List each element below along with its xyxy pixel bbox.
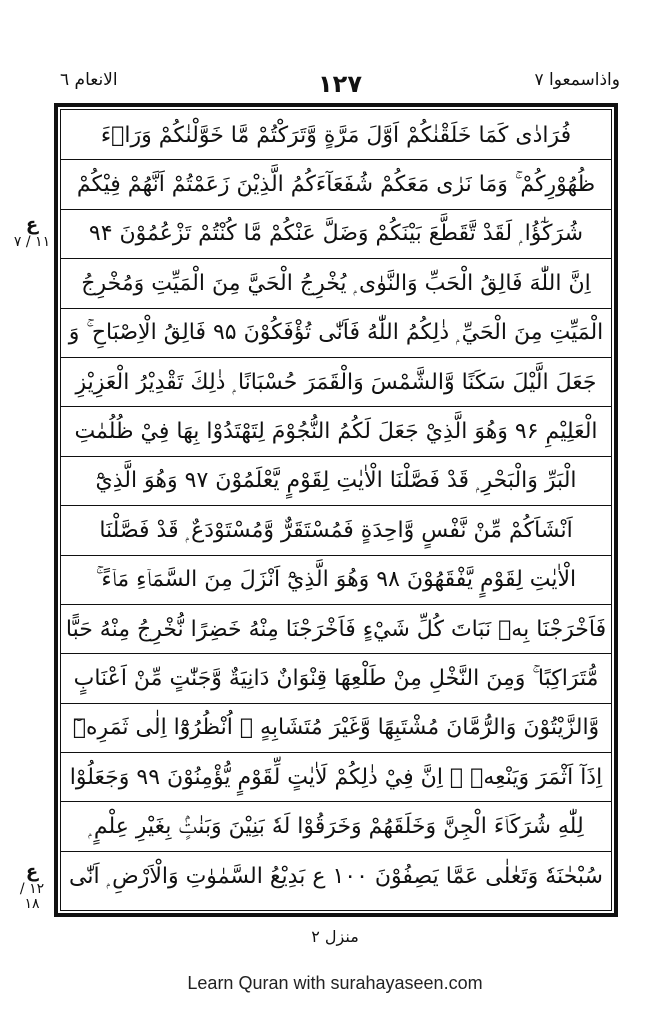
text-line-12: مُّتَرَاكِبًا ۚ وَمِنَ النَّخْلِ مِنْ طَلْعِهَا قِنْوَانٌ دَانِيَةٌ وَّجَنّٰتٍ مِّنْ اَعْنَابٍ <box>60 654 612 703</box>
text-line-8: الْبَرِّ وَالْبَحْرِ ۭ قَدْ فَصَّلْنَا الْاٰيٰتِ لِقَوْمٍ يَّعْلَمُوْنَ ۹۷ وَهُوَ الَّذِيْٓ <box>60 457 612 506</box>
text-line-13: وَّالزَّيْتُوْنَ وَالرُّمَّانَ مُشْتَبِهًا وَّغَيْرَ مُتَشَابِهٍ ۭ اُنْظُرُوْٓا اِلٰى ثَمَرِهٖٓ <box>60 704 612 753</box>
ruku-marker-1-symbol: ع <box>25 214 39 235</box>
text-line-2: ظُهُوْرِكُمْ ۚ وَمَا نَرٰى مَعَكُمْ شُفَعَآءَكُمُ الَّذِيْنَ زَعَمْتُمْ اَنَّهُمْ فِيْكُمْ <box>60 160 612 209</box>
para-name: واذاسمعوا ٧ <box>534 70 620 90</box>
text-line-16: سُبْحٰنَهٗ وَتَعٰلٰى عَمَّا يَصِفُوْنَ ۱۰۰ ع بَدِيْعُ السَّمٰوٰتِ وَالْاَرْضِ ۭ اَنّٰى <box>69 864 603 890</box>
text-line-14: اِذَآ اَثْمَرَ وَيَنْعِهٖ ۭ اِنَّ فِيْ ذٰلِكُمْ لَاٰيٰتٍ لِّقَوْمٍ يُّؤْمِنُوْنَ ۹۹ وَجَعَلُوْا <box>60 753 612 802</box>
surah-name: الانعام ٦ <box>60 70 118 90</box>
text-line-3: شُرَكٰٓؤُا ۭ لَقَدْ تَّقَطَّعَ بَيْنَكُمْ وَضَلَّ عَنْكُمْ مَّا كُنْتُمْ تَزْعُمُوْنَ ۹۴ <box>60 210 612 259</box>
ruku-marker-2 <box>12 862 52 913</box>
text-line-9: اَنْشَاَكُمْ مِّنْ نَّفْسٍ وَّاحِدَةٍ فَمُسْتَقَرٌّ وَّمُسْتَوْدَعٌ ۭ قَدْ فَصَّلْنَا <box>60 506 612 555</box>
footer-text: Learn Quran with surahayaseen.com <box>187 973 483 993</box>
text-line-4: اِنَّ اللّٰهَ فَالِقُ الْحَبِّ وَالنَّوٰى ۭ يُخْرِجُ الْحَيَّ مِنَ الْمَيِّتِ وَمُخْرِجُ <box>60 259 612 308</box>
quran-text-block <box>60 111 612 901</box>
ruku-marker-1-numbers: ١١ / ٧ <box>13 233 51 250</box>
text-line-7: الْعَلِيْمِ ۹۶ وَهُوَ الَّذِيْ جَعَلَ لَكُمُ النُّجُوْمَ لِتَهْتَدُوْا بِهَا فِيْ ظُلُمٰتِ <box>60 407 612 456</box>
text-line-11: فَاَخْرَجْنَا بِهٖ نَبَاتَ كُلِّ شَيْءٍ فَاَخْرَجْنَا مِنْهُ خَضِرًا نُّخْرِجُ مِنْهُ حَبًّا <box>60 605 612 654</box>
text-line-15: لِلّٰهِ شُرَكَاۤءَ الْجِنَّ وَخَلَقَهُمْ وَخَرَقُوْا لَهٗ بَنِيْنَ وَبَنٰتٍۢ بِغَيْرِ عِلْمٍ ۭ <box>60 802 612 851</box>
text-line-6: جَعَلَ الَّيْلَ سَكَنًا وَّالشَّمْسَ وَالْقَمَرَ حُسْبَانًا ۭ ذٰلِكَ تَقْدِيْرُ الْعَزِيْزِ <box>60 358 612 407</box>
page-number: ١٢٧ <box>318 70 362 98</box>
text-line-10: الْاٰيٰتِ لِقَوْمٍ يَّفْقَهُوْنَ ۹۸ وَهُوَ الَّذِيْٓ اَنْزَلَ مِنَ السَّمَاۤءِ مَاۤءً ۚ <box>60 556 612 605</box>
page-header <box>60 70 620 104</box>
ruku-marker-1 <box>12 215 52 250</box>
text-line-5: الْمَيِّتِ مِنَ الْحَيِّ ۭ ذٰلِكُمُ اللّٰهُ فَاَنّٰى تُؤْفَكُوْنَ ۹۵ فَالِقُ الْاِصْبَاحِ ۚ وَ <box>60 309 612 358</box>
ruku-marker-2-symbol: ع <box>25 861 39 882</box>
text-line-1: فُرَادٰى كَمَا خَلَقْنٰكُمْ اَوَّلَ مَرَّةٍ وَّتَرَكْتُمْ مَّا خَوَّلْنٰكُمْ وَرَاۤءَ <box>60 111 612 160</box>
manzil-label: منزل ٢ <box>311 927 359 946</box>
ruku-marker-2-numbers: ١٢ / ١٨ <box>19 880 45 913</box>
